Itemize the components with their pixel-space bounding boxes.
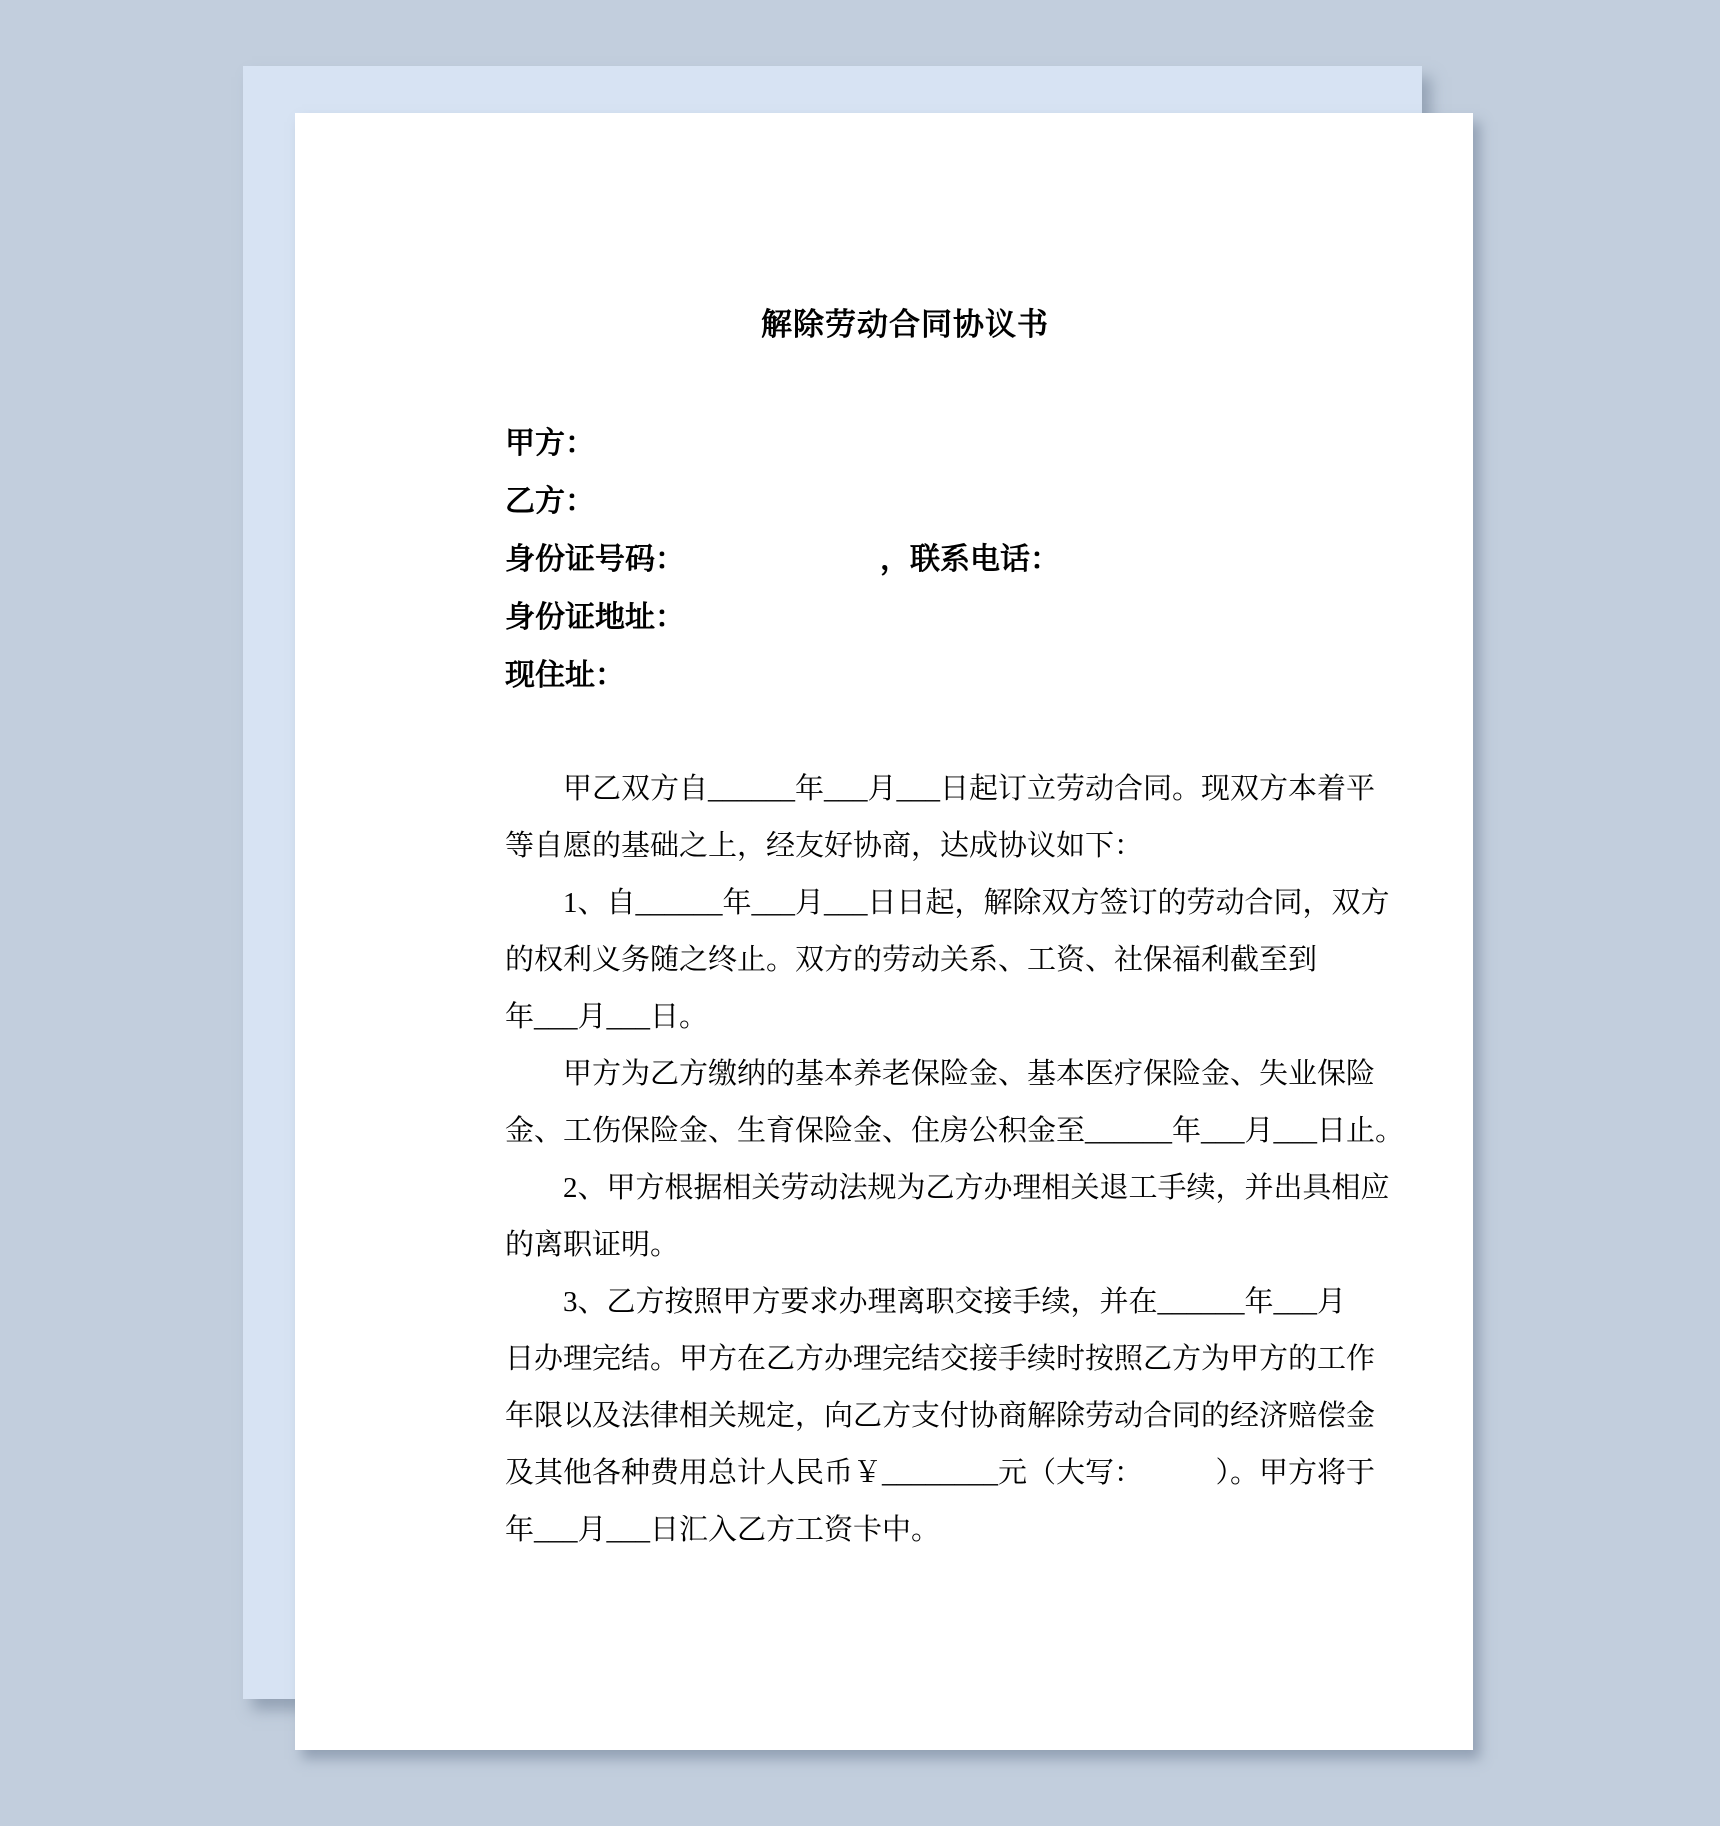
body-line: 等自愿的基础之上，经友好协商，达成协议如下： [505, 830, 1144, 862]
field-party-b: 乙方： [505, 485, 595, 518]
body-line: 的权利义务随之终止。双方的劳动关系、工资、社保福利截至到 [505, 944, 1318, 976]
field-current-address: 现住址： [505, 659, 625, 692]
document-title: 解除劳动合同协议书 [761, 307, 1049, 342]
body-line-clause-1: 1、自______年___月___日日起，解除双方签订的劳动合同，双方 [563, 887, 1390, 919]
body-line: 的离职证明。 [505, 1229, 680, 1261]
field-id-number-and-phone: 身份证号码： ，联系电话： [505, 543, 1060, 576]
body-line: 甲方为乙方缴纳的基本养老保险金、基本医疗保险金、失业保险 [563, 1058, 1376, 1090]
body-line: 年___月___日汇入乙方工资卡中。 [505, 1514, 941, 1546]
document-page [295, 113, 1473, 1750]
document-header-fields [505, 415, 1305, 705]
field-id-address: 身份证地址： [505, 601, 685, 634]
body-line: 年___月___日。 [505, 1001, 709, 1033]
body-line: 日办理完结。甲方在乙方办理完结交接手续时按照乙方为甲方的工作 [505, 1343, 1376, 1375]
body-line-clause-2: 2、甲方根据相关劳动法规为乙方办理相关退工手续，并出具相应 [563, 1172, 1390, 1204]
body-line: 及其他各种费用总计人民币￥________元（大写： ）。甲方将于 [505, 1457, 1376, 1489]
field-party-a: 甲方： [505, 427, 595, 460]
body-line: 金、工伤保险金、生育保险金、住房公积金至______年___月___日止。 [505, 1115, 1405, 1147]
body-line-clause-3: 3、乙方按照甲方要求办理离职交接手续，并在______年___月 [563, 1286, 1347, 1318]
body-line: 年限以及法律相关规定，向乙方支付协商解除劳动合同的经济赔偿金 [505, 1400, 1376, 1432]
document-body [505, 761, 1405, 1559]
body-line: 甲乙双方自______年___月___日起订立劳动合同。现双方本着平 [563, 773, 1376, 805]
